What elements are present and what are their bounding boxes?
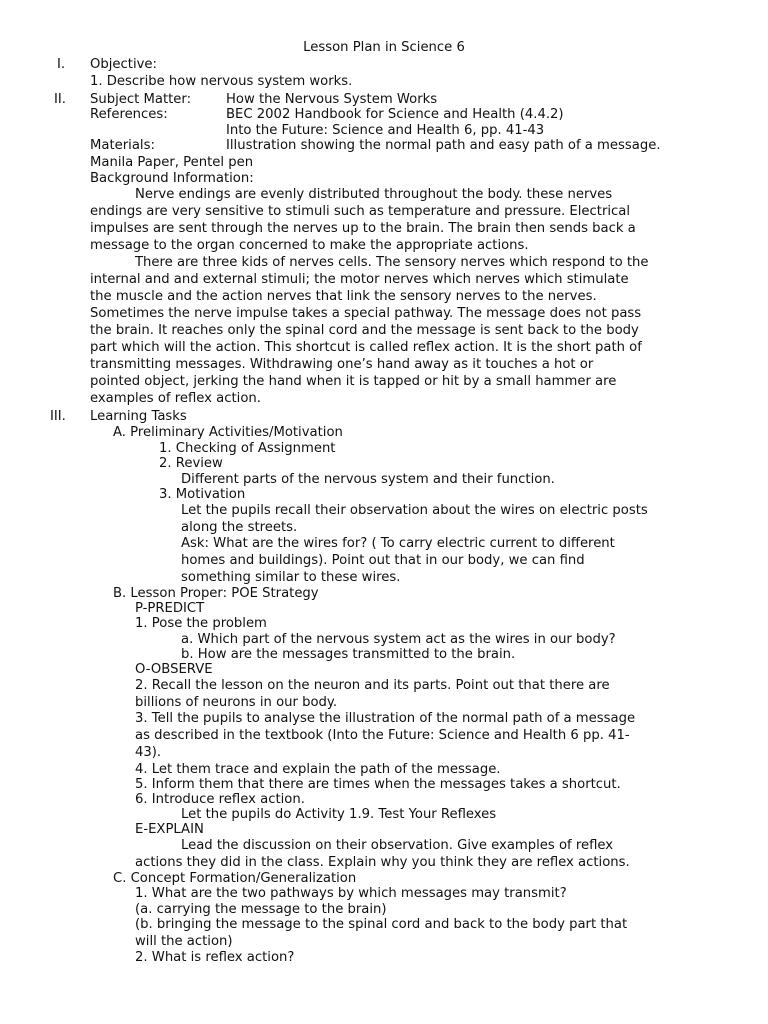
paragraph-line: There are three kids of nerves cells. The sensory nerves which respond to the	[135, 255, 649, 270]
materials-value: Illustration showing the normal path and easy path of a message.	[226, 138, 661, 153]
list-item: 4. Let them trace and explain the path of the message.	[135, 762, 501, 777]
list-item: a. Which part of the nervous system act as the wires in our body?	[181, 632, 616, 647]
subject-matter-label: Subject Matter:	[90, 92, 192, 107]
subsection-heading: C. Concept Formation/Generalization	[113, 871, 357, 886]
page-title: Lesson Plan in Science 6	[303, 40, 465, 55]
poe-step-label: O-OBSERVE	[135, 662, 213, 677]
paragraph-line: internal and and external stimuli; the motor nerves which nerves which stimulate	[90, 272, 629, 287]
list-item: 1. What are the two pathways by which messages may transmit?	[135, 886, 567, 901]
paragraph-line: Nerve endings are evenly distributed throughout the body. these nerves	[135, 187, 613, 202]
list-item: will the action)	[135, 934, 233, 949]
list-item-text: Different parts of the nervous system and their function.	[181, 472, 555, 487]
list-item: 5. Inform them that there are times when the messages takes a shortcut.	[135, 777, 621, 792]
paragraph-line: part which will the action. This shortcut is called reflex action. It is the short path of	[90, 340, 642, 355]
list-item-text: homes and buildings). Point out that in our body, we can find	[181, 553, 585, 568]
subsection-heading: B. Lesson Proper: POE Strategy	[113, 586, 319, 601]
paragraph-line: message to the organ concerned to make the appropriate actions.	[90, 238, 529, 253]
list-item: 2. Recall the lesson on the neuron and its parts. Point out that there are	[135, 678, 610, 693]
list-item: as described in the textbook (Into the Future: Science and Health 6 pp. 41-	[135, 728, 630, 743]
section-number: II.	[54, 92, 66, 107]
paragraph-line: the muscle and the action nerves that link the sensory nerves to the nerves.	[90, 289, 597, 304]
list-item: (b. bringing the message to the spinal cord and back to the body part that	[135, 917, 628, 932]
section-heading: Objective:	[90, 57, 157, 72]
list-item-text: Let the pupils do Activity 1.9. Test Your Reflexes	[181, 807, 497, 822]
references-label: References:	[90, 107, 168, 122]
list-item-text: Ask: What are the wires for? ( To carry electric current to different	[181, 536, 615, 551]
list-item-text: actions they did in the class. Explain why you think they are reflex actions.	[135, 855, 630, 870]
subsection-heading: A. Preliminary Activities/Motivation	[113, 425, 343, 440]
list-item-text: Let the pupils recall their observation about the wires on electric posts	[181, 503, 648, 518]
list-item-text: something similar to these wires.	[181, 570, 401, 585]
reference-item: BEC 2002 Handbook for Science and Health (4.4.2)	[226, 107, 564, 122]
paragraph-line: examples of reflex action.	[90, 391, 261, 406]
section-number: I.	[57, 57, 66, 72]
list-item: 43).	[135, 745, 162, 760]
poe-step-label: P-PREDICT	[135, 601, 205, 616]
paragraph-line: transmitting messages. Withdrawing one’s hand away as it touches a hot or	[90, 357, 594, 372]
list-item: 2. Review	[159, 456, 223, 471]
list-item: 3. Tell the pupils to analyse the illustration of the normal path of a message	[135, 711, 636, 726]
list-item: 6. Introduce reflex action.	[135, 792, 305, 807]
objective-item: 1. Describe how nervous system works.	[90, 74, 353, 89]
list-item: 2. What is reflex action?	[135, 950, 295, 965]
reference-item: Into the Future: Science and Health 6, pp. 41-43	[226, 123, 545, 138]
materials-continuation: Manila Paper, Pentel pen	[90, 155, 254, 170]
materials-label: Materials:	[90, 138, 155, 153]
list-item: 1. Pose the problem	[135, 616, 267, 631]
paragraph-line: endings are very sensitive to stimuli such as temperature and pressure. Electrical	[90, 204, 631, 219]
section-number: III.	[50, 409, 66, 424]
poe-step-label: E-EXPLAIN	[135, 822, 204, 837]
list-item: 3. Motivation	[159, 487, 246, 502]
section-heading: Learning Tasks	[90, 409, 187, 424]
paragraph-line: impulses are sent through the nerves up to the brain. The brain then sends back a	[90, 221, 636, 236]
paragraph-line: the brain. It reaches only the spinal cord and the message is sent back to the body	[90, 323, 639, 338]
list-item: 1. Checking of Assignment	[159, 441, 336, 456]
list-item-text: along the streets.	[181, 520, 298, 535]
list-item-text: Lead the discussion on their observation. Give examples of reflex	[181, 838, 614, 853]
list-item: (a. carrying the message to the brain)	[135, 902, 387, 917]
subject-matter-value: How the Nervous System Works	[226, 92, 438, 107]
paragraph-line: Sometimes the nerve impulse takes a special pathway. The message does not pass	[90, 306, 642, 321]
list-item: b. How are the messages transmitted to the brain.	[181, 647, 516, 662]
background-heading: Background Information:	[90, 171, 254, 186]
list-item: billions of neurons in our body.	[135, 695, 338, 710]
paragraph-line: pointed object, jerking the hand when it is tapped or hit by a small hammer are	[90, 374, 617, 389]
